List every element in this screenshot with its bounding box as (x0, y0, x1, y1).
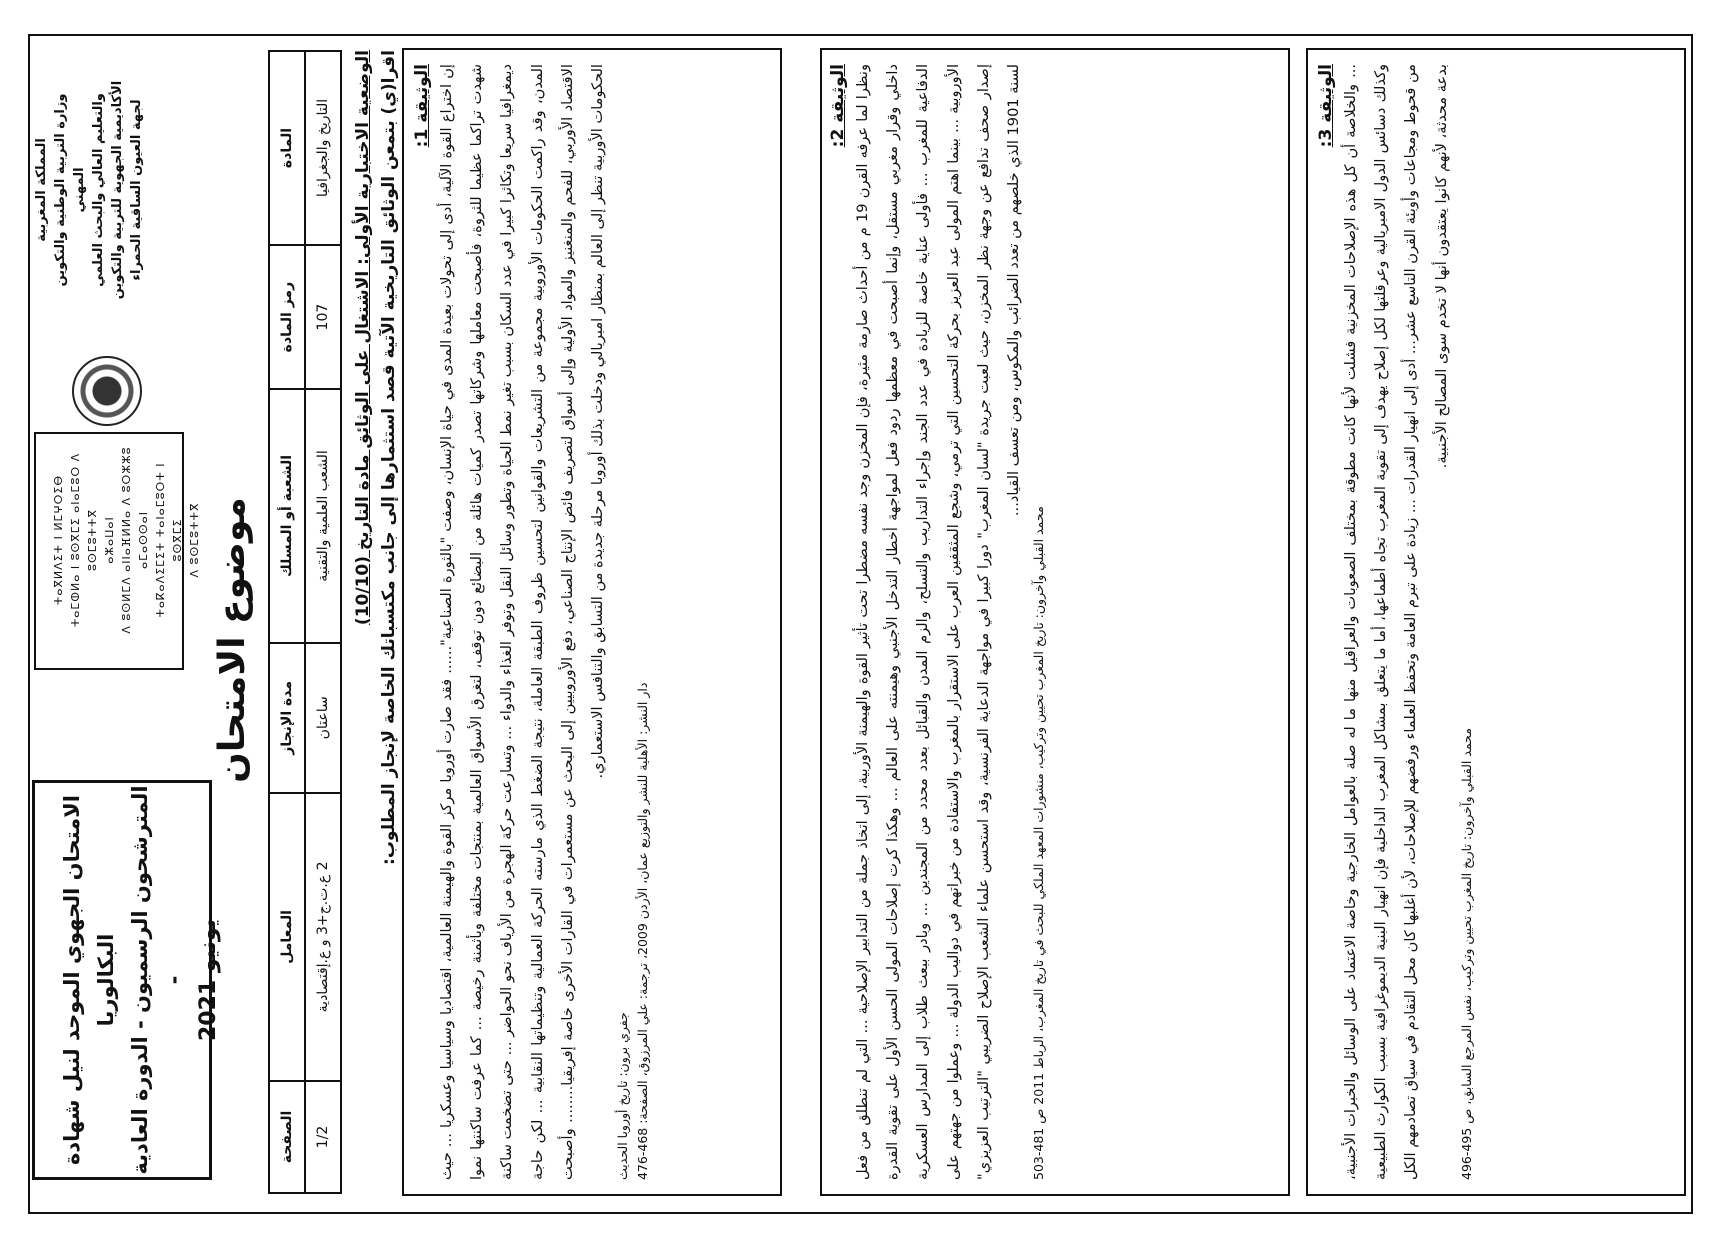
document-2 (820, 48, 1290, 1196)
table-cell: 2 ع.ت.ج+3 و ع.إقتصادية (305, 793, 341, 1081)
exam-title-box (32, 780, 221, 1180)
tifinagh-line: ⴰⵣⴰⵡⴰⵏ (103, 516, 116, 564)
document-text: ... والخلاصة أن كل هذه الإصلاحات المخزنية فشلت لأنها كانت مطوقة بمختلف الصعوبات والعراقيل منها ما له صلة بالعوامل الخارجية وخاصة الاعتماد على الوسائل والخبرات الأجنبية، وكذلك دسائس الدول الامبريالية وعرقلتها لكل إصلاح يهدف إلى تقوية المغرب تجاه أطماعها، أما ما يتعلق بمشاكل المغرب الداخلية فإن انهيار البنية الديموغرافية بسبب الكوارث الطبيعية من قحوط ومجاعات وأوبئة القرن التاسع عشر... أدى إلى انهيار القدرات ... زيادة على تبرم العامة وتحفظ العلماء ورفضهم للإصلاحات، لأن أغلبها كان محل التقادم في سياق تصادمهم الكل بدعة محدثة، لأنهم كانوا يعتقدون أنها لا تخدم سوى المصالح الأجنبية. (1342, 64, 1450, 1180)
table-header-cell: المعامل (269, 793, 305, 1081)
document-reference: دار النشر: الأهلية للنشر والتوزيع عمان، الأردن 2009، ترجمة: علي المرزوق، الصفحة: 468-476 (635, 682, 651, 1180)
document-3 (1306, 48, 1686, 1196)
document-1 (402, 48, 782, 1196)
exam-info-table (268, 50, 342, 1194)
exam-title-line: يونيو 2021 (196, 919, 221, 1041)
ministry-line: لجهة العيون الساقية الحمراء (129, 99, 144, 281)
instructions (350, 50, 402, 1190)
tifinagh-header (50, 440, 201, 640)
tifinagh-line: ⴷ ⵓⵙⵍⵎⴷ ⴰⵏⵏⴰⴼⵍⵍⴰ ⴷ ⵓⵔⵣⵣⵓ ⴰⵎⴰⵙⵙⴰⵏ (120, 446, 150, 634)
exam-title-line: الامتحان الجهوي الموحد لنيل شهادة البكالوريا (60, 794, 118, 1166)
document-reference: محمد القبلي وآخرون: تاريخ المغرب تحيين وتركيب، نفس المرجع السابق، ص 495-496 (1458, 728, 1474, 1180)
subject-title: موضوع الامتحان (212, 497, 253, 783)
exam-title-line: المترشحون الرسميون - الدورة العادية - (128, 785, 186, 1175)
table-header-cell: المادة (269, 51, 305, 245)
tifinagh-line: ⴷ ⵓⵙⵎⵓⵜⵜⴳ (188, 502, 201, 578)
table-header-cell: رمز المادة (269, 245, 305, 389)
ministry-line: الأكاديمية الجهوية للتربية والتكوين (110, 80, 125, 300)
tifinagh-line: ⵜⴰⴳⵍⴷⵉⵜ ⵏ ⵍⵎⵖⵔⵉⴱ (52, 474, 65, 606)
kingdom-emblem-icon (72, 356, 142, 426)
table-row (305, 51, 341, 1193)
ministry-line: وزارة التربية الوطنية والتكوين (53, 93, 68, 287)
table-cell: ساعتان (305, 643, 341, 793)
ministry-line: المملكة المغربية (34, 138, 49, 242)
instruction-text: اقرا(ي) بتمعن الوثائق التاريخية الآتية قصد استثمارها إلى جانب مكتسباتك الخاصة لإنجاز المطلوب: (379, 50, 399, 865)
ministry-header (32, 40, 232, 340)
document-title: الوثيقة 2: (828, 64, 848, 148)
document-title: الوثيقة 3: (1316, 64, 1336, 148)
table-cell: 1/2 (305, 1081, 341, 1193)
document-reference: محمد القبلي وآخرون: تاريخ المغرب تحيين وتركيب، منشورات المعهد الملكي للبحث في تاريخ المغرب، الرباط 2011 ص 481-503 (1031, 506, 1047, 1180)
tifinagh-line: ⵜⴰⵎⵀⵍⴰ ⵏ ⵓⵙⴳⵎⵉ ⴰⵏⴰⵎⵓⵔ ⴷ ⵓⵙⵎⵓⵜⵜⴳ (69, 452, 99, 628)
table-cell: 107 (305, 245, 341, 389)
document-text: إن اختراع القوة الآلية، أدى إلى تحولات بعيدة المدى في حياة الإنسان، وصفت "بالثورة الصناعية"...... فقد صارت أوروبا مركز القوة والهيمنة العالمية، اقتصاديا وسياسيا وعسكريا ... حيث شهدت تراكما عظيما للثروة، فأصبحت معاملها وشركاتها تصدر كميات هائلة من البضائع دون توقف، لتغرق الأسواق العالمية بمنتجات مختلفة وبأثمنة رخيصة ... كما عرفت ساكنتها نموا ديمغرافيا سريعا وتكاثرا كبيرا في عدد السكان بسبب تغير نمط الحياة وتطور وسائل النقل وتوفر الغذاء والدواء ... وتسارعت حركة الهجرة من الأرياف نحو الحواضر ... حتى تضخمت ساكنة المدن، وقد راكمت الحكومات الأوروبية مجموعة من التشريعات والقوانين لتحسين ظروف الطبقة العاملة، نتيجة الضغط الذي مارسته الحركة العمالية وتنظيماتها النقابية ... لكن حاجة الاقتصاد الأوربي، للفحم والمنغنيز والمواد الأولية وإلى أسواق لتصريف فائض الإنتاج الصناعي، دفع الأوروبيين إلى البحث عن مستعمرات في القارات الأخرى خاصة إفريقيا........ وأصبحت الحكومات الأوربية تنظر إلى العالم بمنظار امبريالي ودخلت بذلك أوروبا مرحلة جديدة من التسابق والتنافس الاستعماري. (438, 64, 607, 1180)
document-text: ونظرا لما عرفه القرن 19 م من أحداث صارمة مثيرة، فإن المخزن وجد نفسه مضطرا تحت تأثير القوة والهيمنة الأوربية، إلى اتخاذ جملة من التدابير الإصلاحية ... التي لم تنطلق من فعل داخلي وقرار مغربي مستقل، وإنما أصبحت في معظمها ردود فعل لمواجهة أخطار التدخل الأجنبي وهيمنته على العالم ... وهكذا كرت إصلاحات المولى الحسن الأول على تقوية القدرة الدفاعية للمغرب ... فأولى عناية خاصة للزيادة في عدد الجند وإجراء التداريب والتسلح، والزم المدن والقبائل بعدد محدد من المجندين ... وبادر ببعث طلاب إلى المدارس العسكرية الأوروبية ... بينما اهتم المولى عبد العزيز بحركة التحسين التي ترمي، وشجع المثقفين العرب على الاستقرار بالمغرب والاستفادة من خبراتهم في دواليب الدولة ... وعملوا من جهتهم على إصدار صحف تدافع عن وجهة نظر المخزن، حيث لعبت جريدة "لسان المغرب" دورا كبيرا في مواجهة الدعاية الفرنسية، وقد استحسن علماء الشعب الإصلاح الضريبي "الترتيب العزيزي" لسنة 1901 الذي خلصهم من تعدد الضرائب والمكوس، ومن تعسف القياد... (854, 64, 1023, 1180)
tifinagh-line: ⵜⴰⴽⴰⴷⵉⵎⵉⵜ ⵜⴰⵏⴰⵎⵓⵔⵜ ⵏ ⵓⵙⴳⵎⵉ (154, 462, 184, 618)
document-title: الوثيقة 1: (412, 64, 432, 148)
table-header-cell: مدة الإنجاز (269, 643, 305, 793)
table-cell: الشعب العلمية والتقنية (305, 389, 341, 643)
ministry-line: المهني (72, 167, 87, 213)
ministry-line: والتعليم العالي والبحث العلمي (91, 93, 106, 287)
table-cell: التاريخ والجغرافيا (305, 51, 341, 245)
table-header-row (269, 51, 305, 1193)
document-reference: جفري برون: تاريخ أوروبا الحديث (615, 1012, 631, 1180)
table-header-cell: الشعبة أو المسلك (269, 389, 305, 643)
table-header-cell: الصفحة (269, 1081, 305, 1193)
instruction-heading: الوضعية الاختبارية الأولى: الاشتغال على الوثائق مادة التاريخ (10/10) (353, 50, 373, 626)
